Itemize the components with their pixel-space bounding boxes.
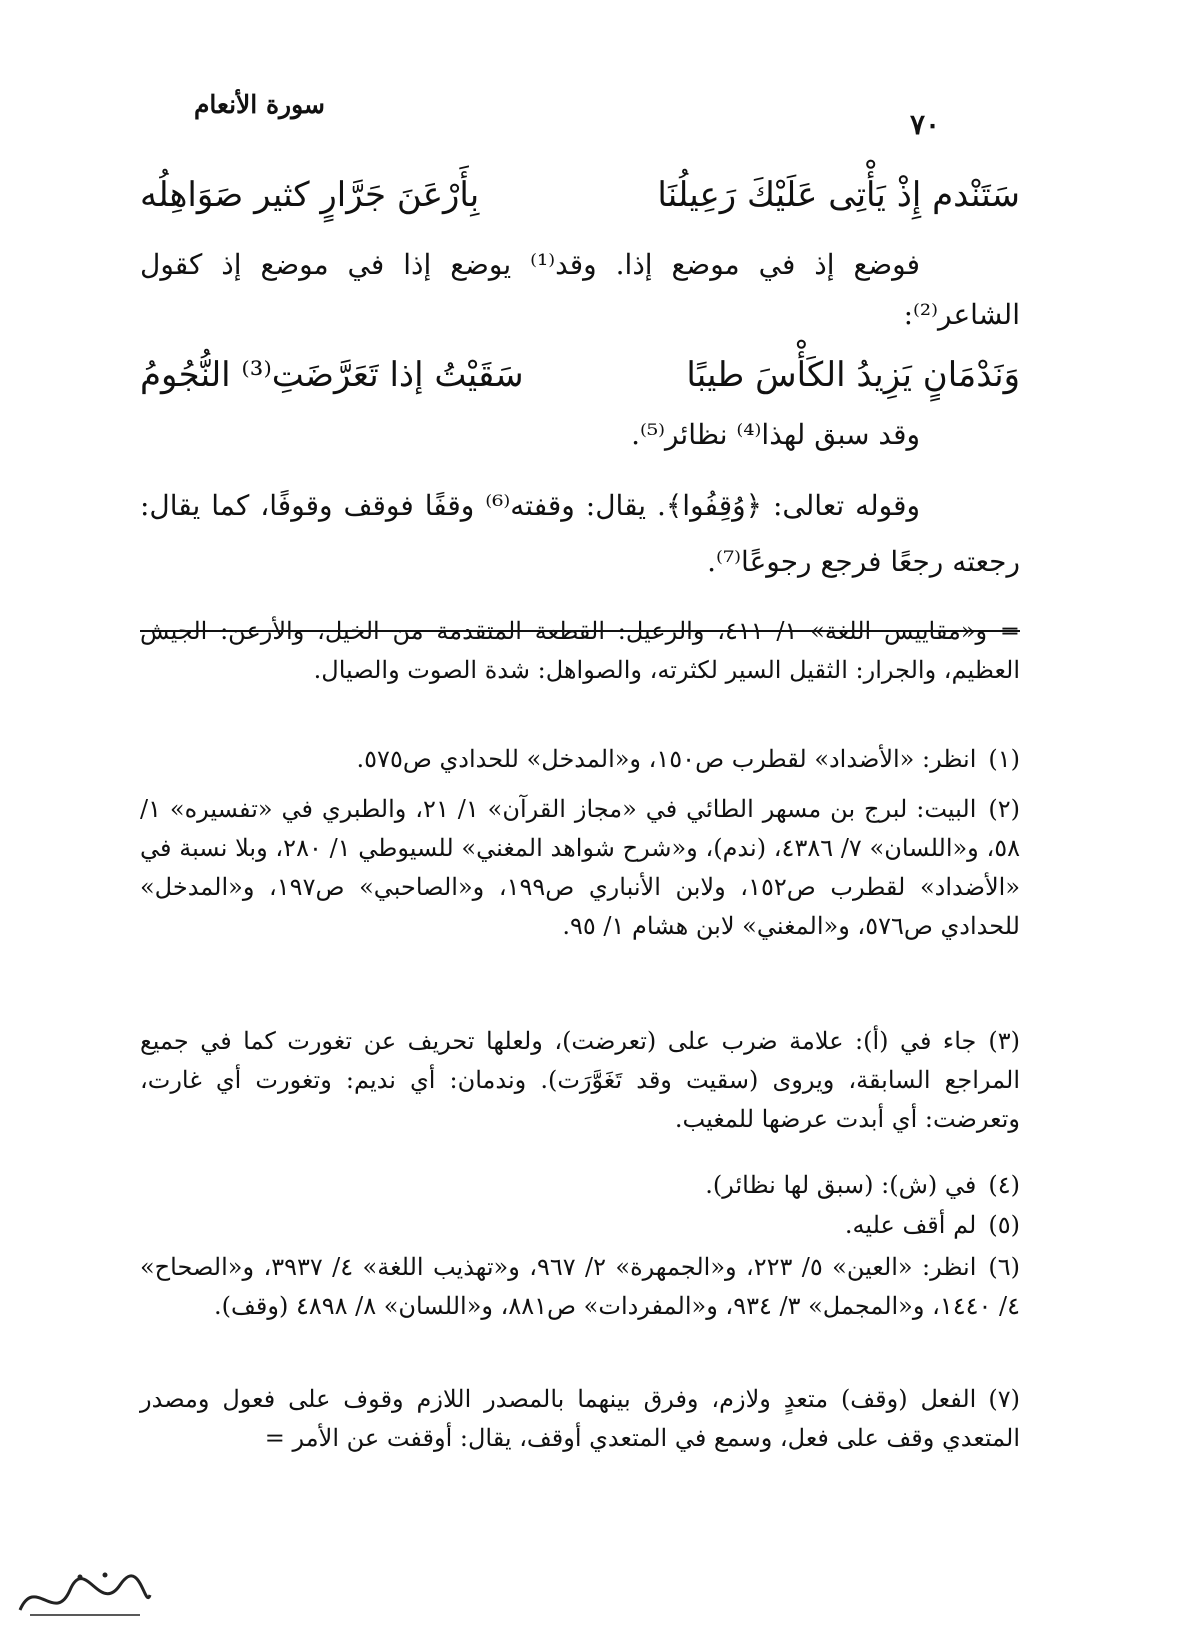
- footnote-text: البيت: لبرج بن مسهر الطائي في «مجاز القرآن» ١/ ٢١، والطبري في «تفسيره» ١/ ٥٨، و«اللسان» ٧/ ٤٣٨٦، (ندم)، و«شرح شواهد المغني» للسيوطي ١/ ٢٨٠، وبلا نسبة في «الأضداد» لقطرب ص١٥٢، ولابن الأنباري ص١٩٩، و«الصاحبي» ص١٩٧، و«المدخل» للحدادي ص٥٧٦، و«المغني» لابن هشام ١/ ٩٥.: [140, 795, 1021, 940]
- poetry-verse-2: [140, 355, 1020, 395]
- footnote-text: انظر: «الأضداد» لقطرب ص١٥٠، و«المدخل» للحدادي ص٥٧٥.: [356, 745, 977, 773]
- footnote-1: [140, 740, 1020, 779]
- footnote-number: (٤): [988, 1171, 1020, 1199]
- page-number: ٧٠: [910, 108, 941, 141]
- footnote-4: [140, 1166, 1020, 1205]
- footnote-3: [140, 1022, 1020, 1139]
- body-paragraph-2: وقد سبق لهذا⁽⁴⁾ نظائر⁽⁵⁾.: [631, 418, 920, 451]
- footnote-text: الفعل (وقف) متعدٍ ولازم، وفرق بينهما بالمصدر اللازم وقوف على فعول ومصدر المتعدي وقف على فعل، وسمع في المتعدي أوقف، يقال: أوقفت عن الأمر =: [140, 1385, 1020, 1452]
- verse-2-first-hemistich: وَنَدْمَانٍ يَزِيدُ الكَأْسَ طيبًا: [686, 355, 1020, 395]
- poetry-verse-1: [140, 175, 1020, 215]
- surah-title: سورة الأنعام: [193, 90, 325, 119]
- footnote-7: [140, 1380, 1020, 1458]
- footnote-number: (٦): [988, 1253, 1021, 1281]
- body-paragraph-3: وقوله تعالى: ﴿وُقِفُوا﴾. يقال: وقفته⁽⁶⁾ وقفًا فوقف وقوفًا، كما يقال: رجعته رجعًا فرجع رجوعًا⁽⁷⁾.: [140, 489, 1020, 578]
- body-paragraph-1: فوضع إذ في موضع إذا. وقد⁽¹⁾ يوضع إذا في موضع إذ كقول الشاعر⁽²⁾:: [140, 248, 1020, 331]
- publisher-logo-icon: [10, 1555, 160, 1635]
- verse-1-first-hemistich: سَتَنْدم إِذْ يَأْتِى عَلَيْكَ رَعِيلُنَا: [657, 175, 1020, 215]
- footnote-2: [140, 790, 1020, 946]
- verse-2-second-hemistich: سَقَيْتُ إذا تَعَرَّضَتِ⁽³⁾ النُّجُومُ: [140, 355, 524, 395]
- footnote-text: انظر: «العين» ٥/ ٢٢٣، و«الجمهرة» ٢/ ٩٦٧، و«تهذيب اللغة» ٤/ ٣٩٣٧، و«الصحاح» ٤/ ١٤٤٠، و«المجمل» ٣/ ٩٣٤، و«المفردات» ص٨٨١، و«اللسان» ٨/ ٤٨٩٨ (وقف).: [140, 1253, 1020, 1320]
- footnote-number: (٧): [988, 1385, 1020, 1413]
- verse-1-second-hemistich: بِأَرْعَنَ جَرَّارٍ كثير صَوَاهِلُه: [140, 175, 480, 215]
- footnote-continuation: = و«مقاييس اللغة» ١/ ٤١١، والرعيل: القطعة المتقدمة من الخيل، والأرعن: الجيش العظيم، والجرار: الثقيل السير لكثرته، والصواهل: شدة الصوت والصيال.: [140, 617, 1020, 684]
- footnote-number: (١): [988, 745, 1020, 773]
- footnote-text: جاء في (أ): علامة ضرب على (تعرضت)، ولعلها تحريف عن تغورت كما في جميع المراجع السابقة، ويروى (سقيت وقد تَغَوَّرَت). وندمان: أي نديم: وتغورت أي غارت، وتعرضت: أي أبدت عرضها للمغيب.: [140, 1027, 1020, 1133]
- footnote-number: (٢): [988, 795, 1020, 823]
- footnote-text: في (ش): (سبق لها نظائر).: [705, 1171, 977, 1199]
- footnote-number: (٣): [988, 1027, 1020, 1055]
- footnote-text: لم أقف عليه.: [844, 1211, 977, 1239]
- footnote-6: [140, 1248, 1020, 1326]
- footnote-number: (٥): [988, 1211, 1020, 1239]
- footnote-5: [140, 1206, 1020, 1245]
